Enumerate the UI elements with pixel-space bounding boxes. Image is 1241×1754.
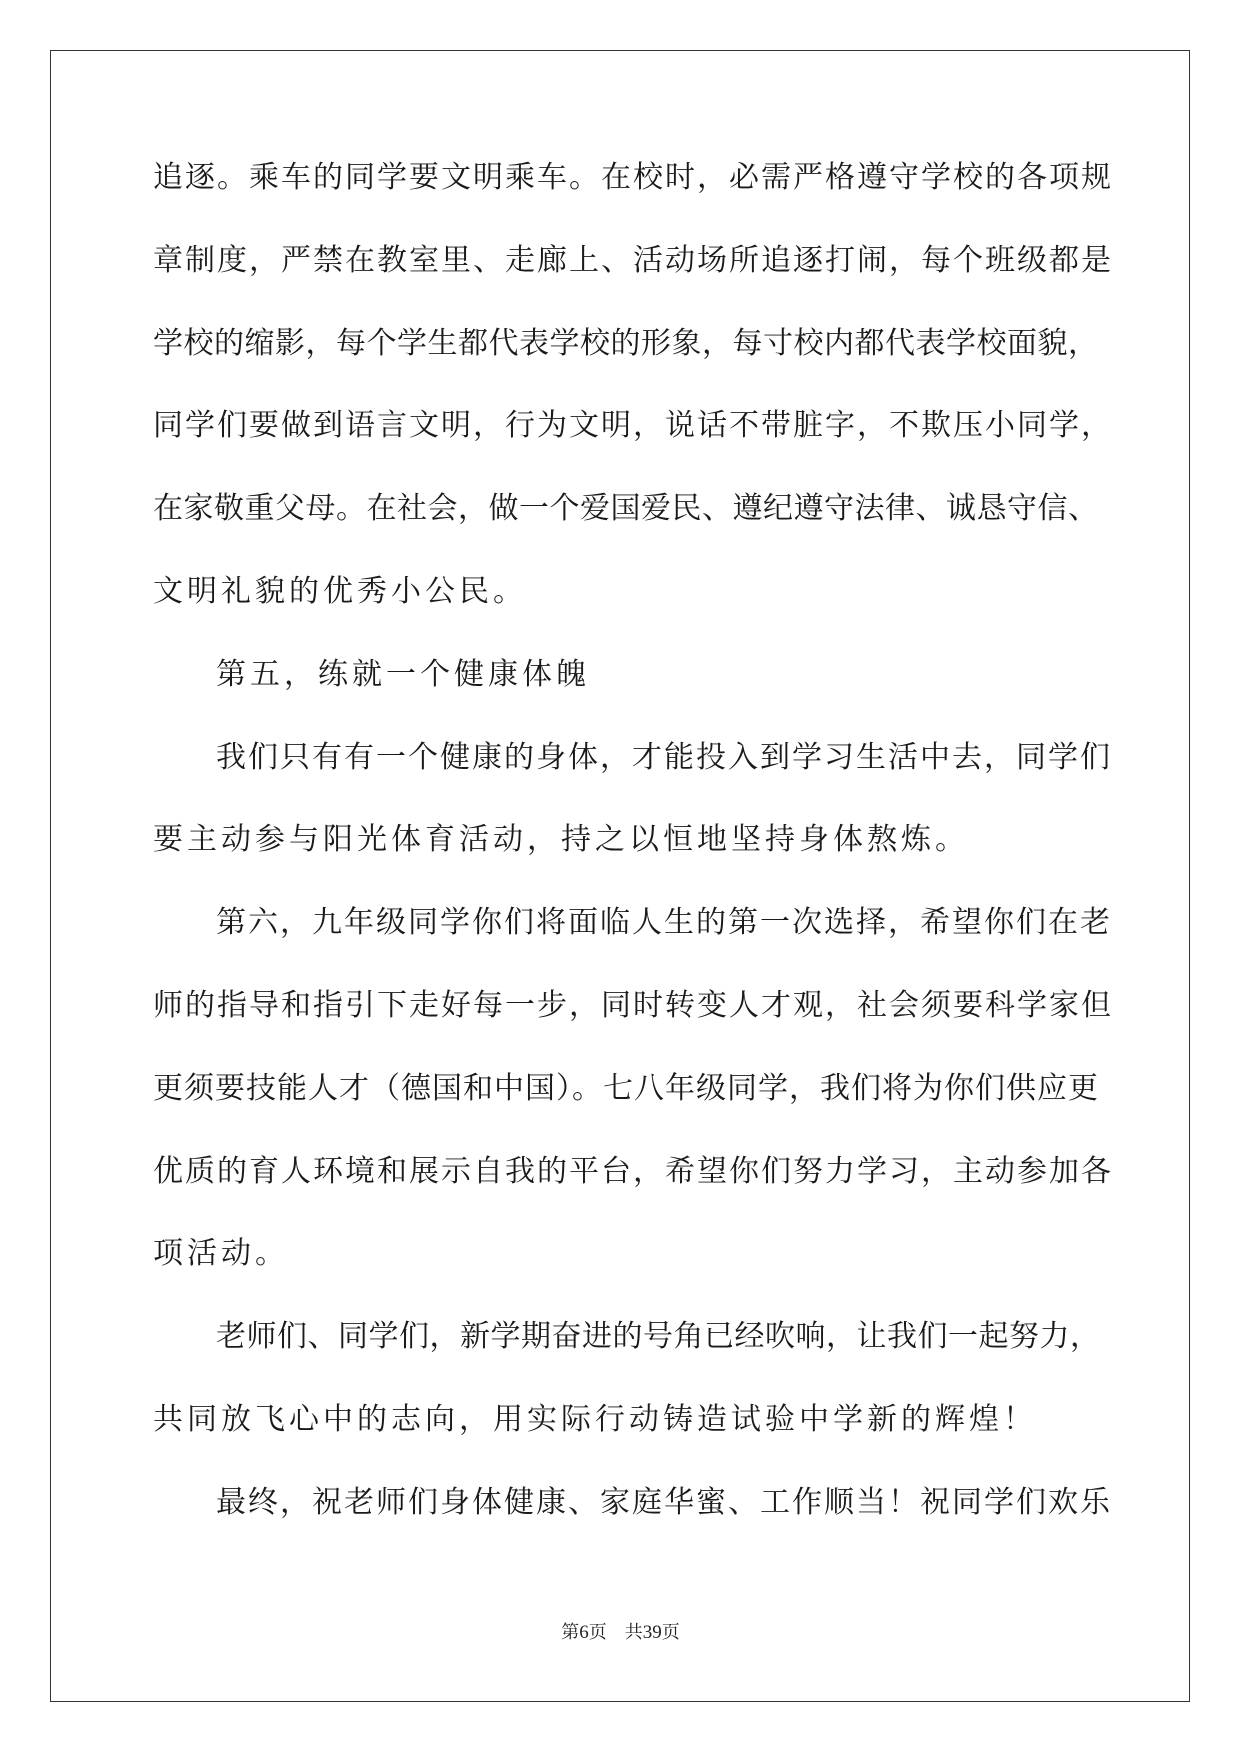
page-footer <box>0 1622 1241 1644</box>
text-line: 师的指导和指引下走好每一步，同时转变人才观，社会须要科学家但 <box>153 987 1113 1023</box>
text-line: 优质的育人环境和展示自我的平台，希望你们努力学习，主动参加各 <box>153 1153 1113 1189</box>
text-line: 章制度，严禁在教室里、走廊上、活动场所追逐打闹，每个班级都是 <box>153 242 1113 278</box>
footer-page-word: 页 <box>588 1622 607 1643</box>
text-line: 学校的缩影，每个学生都代表学校的形象，每寸校内都代表学校面貌， <box>153 325 1099 361</box>
text-line: 老师们、同学们，新学期奋进的号角已经吹响，让我们一起努力， <box>216 1319 1101 1355</box>
text-line: 同学们要做到语言文明，行为文明，说话不带脏字，不欺压小同学， <box>153 408 1113 444</box>
text-line: 更须要技能人才（德国和中国）。七八年级同学，我们将为你们供应更 <box>153 1070 1099 1106</box>
text-line: 文明礼貌的优秀小公民。 <box>153 573 527 609</box>
text-line: 我们只有有一个健康的身体，才能投入到学习生活中去，同学们 <box>216 739 1112 775</box>
footer-total-prefix: 共 <box>624 1622 643 1643</box>
current-page-number: 6 <box>579 1622 589 1643</box>
text-line: 追逐。乘车的同学要文明乘车。在校时，必需严格遵守学校的各项规 <box>153 160 1113 195</box>
text-line: 第五，练就一个健康体魄 <box>216 656 590 692</box>
text-line: 项活动。 <box>153 1236 289 1272</box>
text-line: 要主动参与阳光体育活动，持之以恒地坚持身体熬炼。 <box>153 822 969 858</box>
footer-prefix: 第 <box>561 1622 580 1643</box>
text-line: 共同放飞心中的志向，用实际行动铸造试验中学新的辉煌！ <box>153 1401 1037 1437</box>
document-body <box>153 160 1113 1568</box>
footer-total-suffix: 页 <box>661 1622 680 1643</box>
text-line: 在家敬重父母。在社会，做一个爱国爱民、遵纪遵守法律、诚恳守信、 <box>153 491 1099 527</box>
text-line: 第六，九年级同学你们将面临人生的第一次选择，希望你们在老 <box>216 905 1112 941</box>
total-pages-number: 39 <box>642 1622 662 1643</box>
text-line: 最终，祝老师们身体健康、家庭华蜜、工作顺当！祝同学们欢乐 <box>216 1484 1112 1520</box>
